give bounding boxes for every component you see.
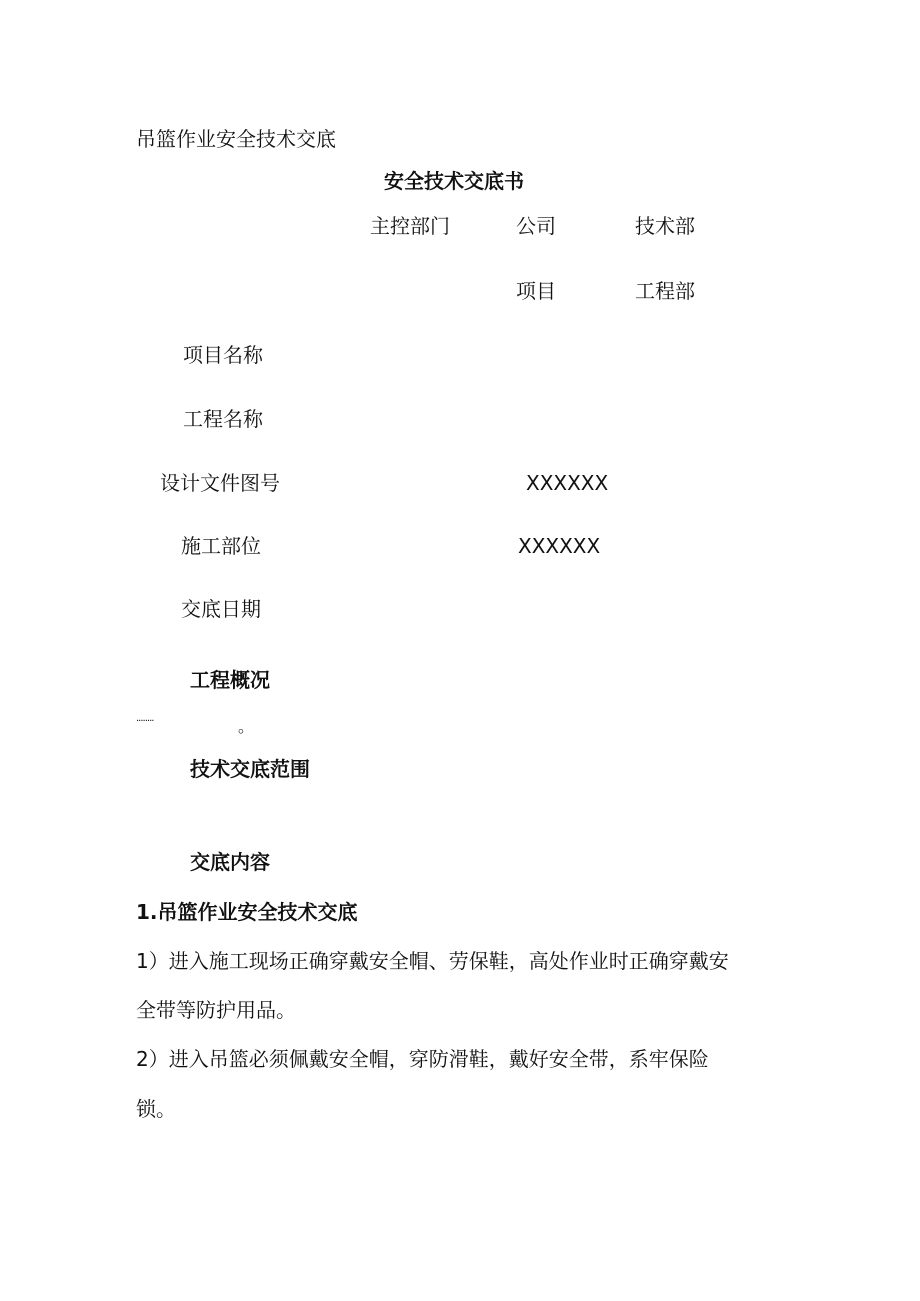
scope-title: 技术交底范围 — [190, 757, 310, 781]
overview-period-mark: 。 — [238, 717, 255, 736]
project-name-label: 项目名称 — [183, 343, 263, 367]
overview-title: 工程概况 — [190, 668, 270, 692]
project-label: 项目 — [516, 279, 556, 303]
overview-placeholder-dots: ........ — [136, 713, 154, 724]
construction-part-label: 施工部位 — [181, 534, 261, 558]
construction-part-value: XXXXXX — [518, 534, 601, 558]
dept-label: 主控部门 — [370, 214, 450, 238]
paragraph2-line1: 2）进入吊篮必须佩戴安全帽，穿防滑鞋，戴好安全带，系牢保险 — [136, 1047, 709, 1071]
handover-date-label: 交底日期 — [181, 597, 261, 621]
company-dept-value: 技术部 — [635, 214, 695, 238]
paragraph1-line2: 全带等防护用品。 — [136, 998, 296, 1022]
form-heading: 安全技术交底书 — [384, 169, 524, 193]
document-title: 吊篮作业安全技术交底 — [136, 127, 336, 151]
paragraph2-line2: 锁。 — [136, 1097, 176, 1121]
work-name-label: 工程名称 — [183, 407, 263, 431]
content-title: 交底内容 — [190, 850, 270, 874]
item1-title: 1.吊篮作业安全技术交底 — [136, 900, 358, 924]
company-label: 公司 — [516, 214, 556, 238]
project-dept-value: 工程部 — [635, 279, 695, 303]
design-doc-label: 设计文件图号 — [160, 471, 280, 495]
paragraph1-line1: 1）进入施工现场正确穿戴安全帽、劳保鞋，高处作业时正确穿戴安 — [136, 949, 729, 973]
design-doc-value: XXXXXX — [526, 471, 609, 495]
